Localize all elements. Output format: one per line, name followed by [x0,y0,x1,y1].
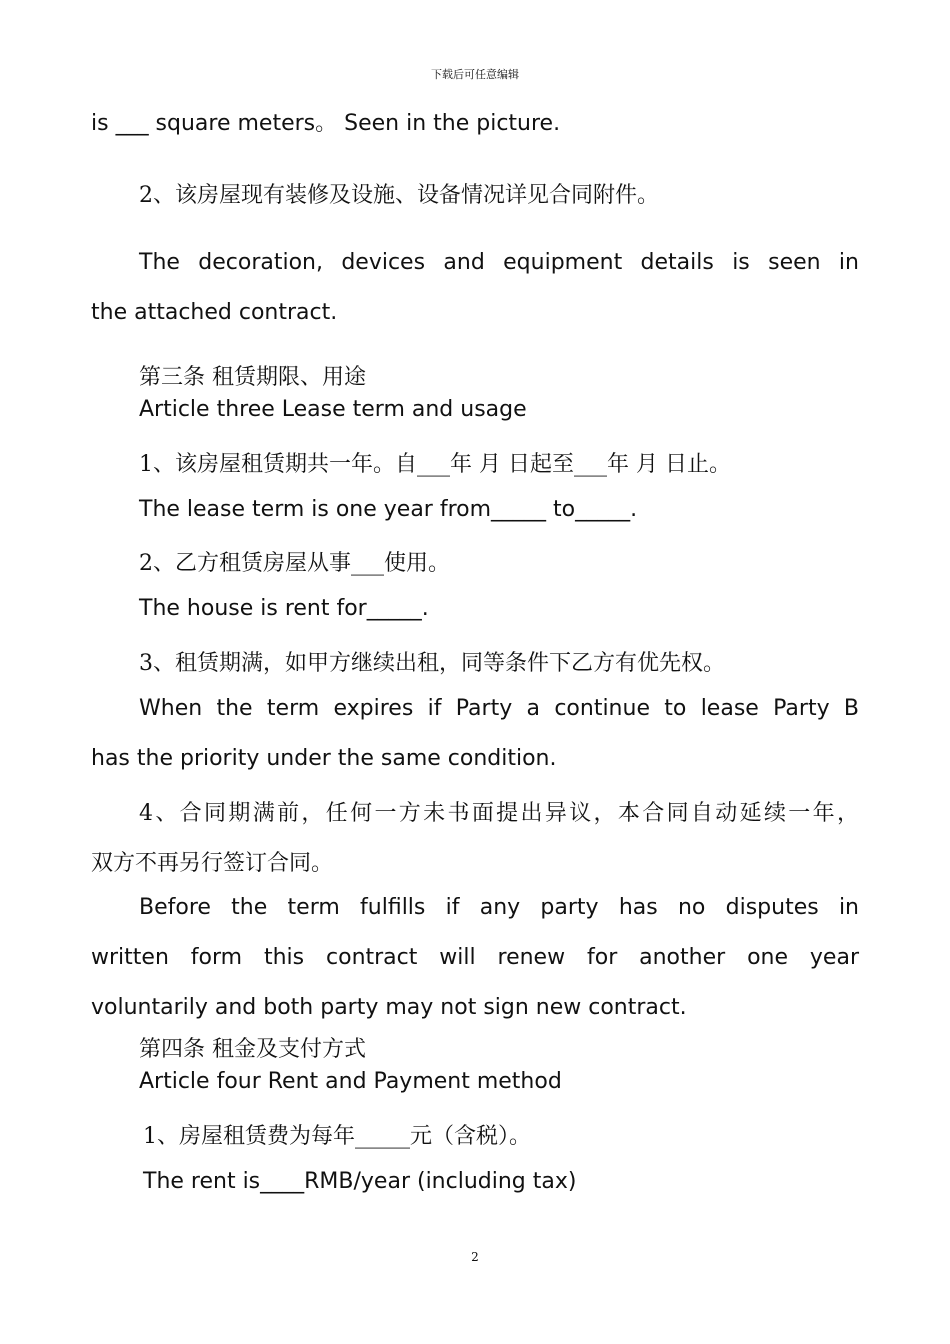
text-line: 2、乙方租赁房屋从事___使用。 [139,551,450,576]
article-heading: 第三条 租赁期限、用途 [139,365,366,390]
text-line: the attached contract. [91,300,338,325]
text-line: 2、该房屋现有装修及设施、设备情况详见合同附件。 [139,183,659,208]
page-number: 2 [471,1250,479,1264]
text-line: The lease term is one year from_____ to_____. [139,497,638,522]
text-line: The rent is____RMB/year (including tax) [143,1169,577,1194]
text-line: When the term expires if Party a continue to lease Party B [139,696,859,721]
text-line: Before the term fulfills if any party has no disputes in [139,895,859,920]
text-line: written form this contract will renew for another one year [91,945,859,970]
text-line: 1、该房屋租赁期共一年。自___年 月 日起至___年 月 日止。 [139,452,731,477]
text-line: The house is rent for_____. [139,596,429,621]
article-heading: Article three Lease term and usage [139,397,527,422]
text-line: 双方不再另行签订合同。 [91,851,334,876]
text-line: is ___ square meters。 Seen in the picture. [91,111,561,136]
text-line: has the priority under the same condition. [91,746,557,771]
text-line: voluntarily and both party may not sign new contract. [91,995,687,1020]
text-line: 4、合同期满前，任何一方未书面提出异议，本合同自动延续一年， [139,801,859,826]
text-line: 3、租赁期满，如甲方继续出租，同等条件下乙方有优先权。 [139,651,725,676]
header-note: 下载后可任意编辑 [431,68,519,81]
article-heading: Article four Rent and Payment method [139,1069,562,1094]
text-line: The decoration, devices and equipment details is seen in [139,250,859,275]
article-heading: 第四条 租金及支付方式 [139,1037,366,1062]
text-line: 1、房屋租赁费为每年_____元（含税）。 [143,1124,531,1149]
